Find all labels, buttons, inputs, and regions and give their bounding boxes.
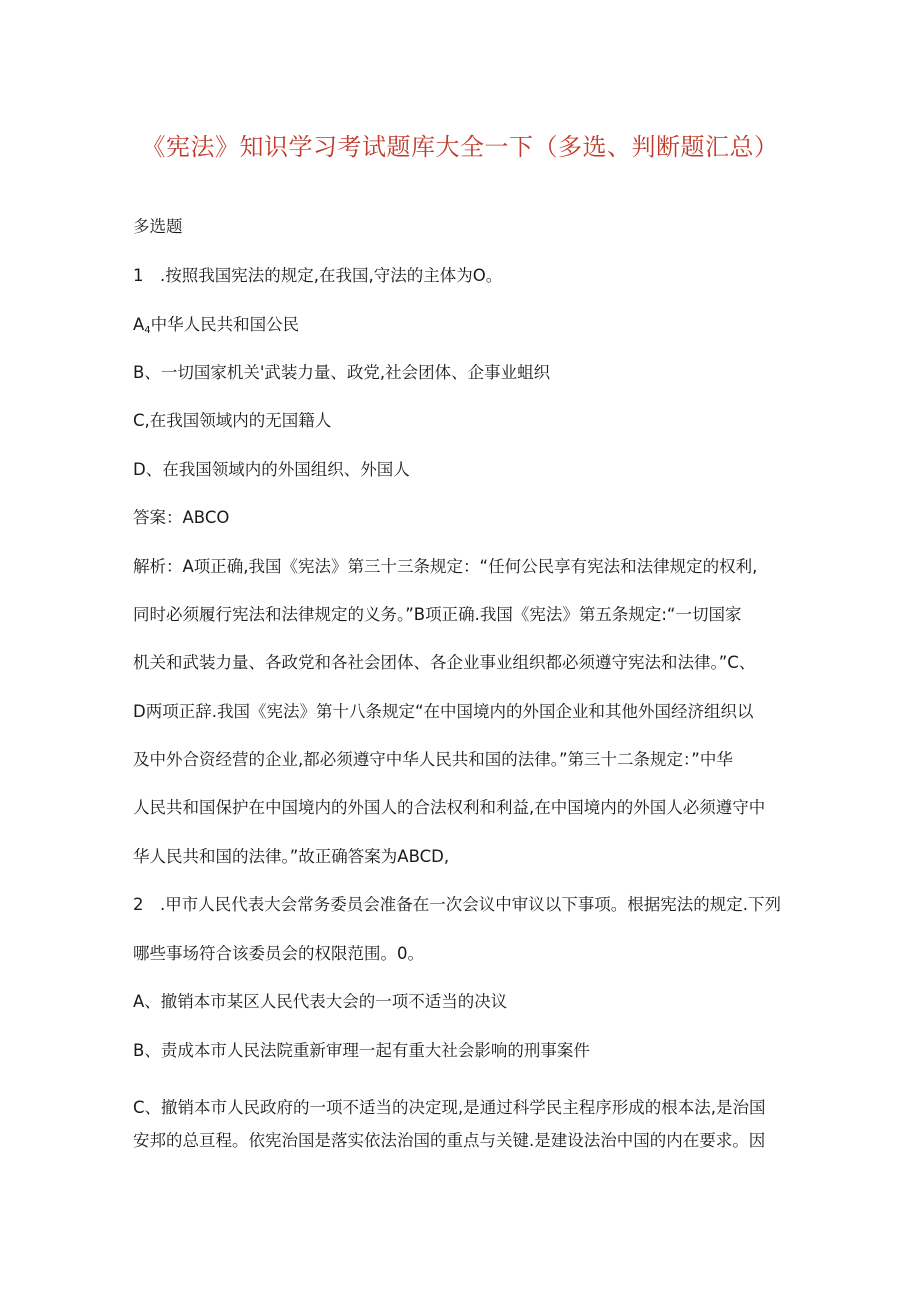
option-a-letter: A (133, 315, 145, 334)
question-2-option-c-line: C、撤销本市人民政府的一项不适当的决定现,是通过科学民主程序形成的根本法,是治国 (133, 1098, 766, 1117)
question-2-option-a: A、撤销本市某区人民代表大会的一项不适当的决议 (133, 992, 508, 1011)
analysis-line: 及中外合资经营的企业,都必须遵守中华人民共和国的法律。”第三十二条规定：”中华 (133, 750, 733, 769)
option-a-text: 中华人民共和国公民 (150, 315, 300, 334)
question-2-option-b: B、责成本市人民法院重新审理一起有重大社会影响的刑事案件 (133, 1041, 590, 1060)
analysis-line: 同时必须履行宪法和法律规定的义务。”B项正确.我国《宪法》第五条规定:“一切国家 (133, 605, 742, 624)
question-1-option-c: C,在我国领域内的无国籍人 (133, 411, 332, 430)
question-1-answer: 答案：ABCO (133, 508, 230, 527)
section-heading: 多选题 (133, 217, 183, 236)
analysis-line: D两项正辞.我国《宪法》第十八条规定“在中国境内的外国企业和其他外国经济组织以 (133, 702, 754, 721)
question-1-option-d: D、在我国领域内的外国组织、外国人 (133, 460, 410, 479)
option-a-subscript: 4 (144, 325, 151, 336)
question-1-option-b: B、一切国家机关'武装力量、政党,社会团体、企事业蛆织 (133, 363, 551, 382)
question-2-stem-line: 2 .甲市人民代表大会常务委员会准备在一次会议中审议以下事项。根据宪法的规定.下列 (133, 895, 781, 914)
analysis-line: 人民共和国保护在中国境内的外国人的合法权利和利益,在中国境内的外国人必须遵守中 (133, 798, 766, 817)
analysis-line: 机关和武装力量、各政党和各社会团体、各企业事业组织都必须遵守宪法和法律。”C、 (133, 653, 756, 672)
question-2-option-c-line: 安邦的总亘程。依宪治国是落实依法治国的重点与关键.是建设法治中国的内在要求。因 (133, 1131, 766, 1150)
question-1-option-a (133, 311, 299, 345)
analysis-line: 解析：A项正确,我国《宪法》第三十三条规定：“任何公民享有宪法和法律规定的权利, (133, 557, 758, 576)
question-1-stem: 1 .按照我国宪法的规定,在我国,守法的主体为O。 (133, 266, 503, 285)
document-title: 《宪法》知识学习考试题库大全一下（多选、判断题汇总） (141, 133, 779, 161)
analysis-line: 华人民共和国的法律。”故正确答案为ABCD, (133, 847, 450, 866)
question-2-stem-line: 哪些事场符合该委员会的权限范围。0。 (133, 944, 424, 963)
